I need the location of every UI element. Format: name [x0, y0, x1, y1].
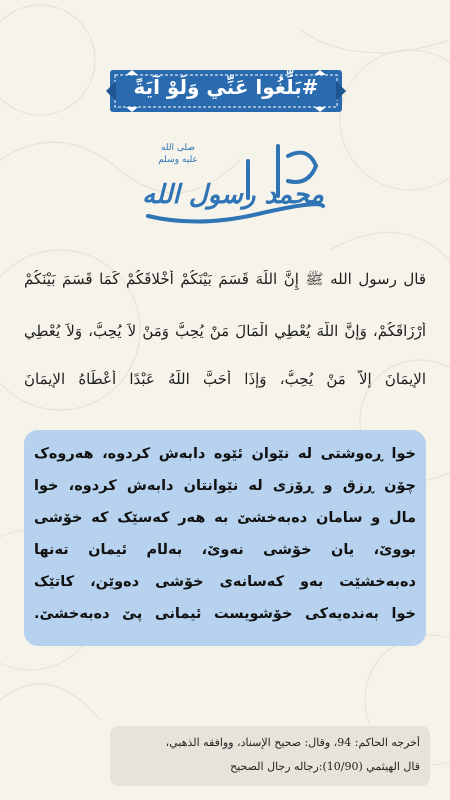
salutation: [138, 142, 218, 166]
hashtag-banner: [106, 66, 346, 116]
translation-line-3: ماڵ و سامان دەبەخشێ بە هەر کەسێک کە خۆشی: [34, 510, 416, 526]
banner-title: #بَلِّغُوا عَنِّي وَلَوْ آيَةً: [133, 75, 319, 99]
hadith-line-2: أَرْزَاقَكُمْ، وَإِنَّ اللَّهَ يُعْطِي الْمَالَ مَنْ يُحِبُّ وَمَنْ لاَ يُحِبُّ، وَلاَ يُعْطِي: [24, 322, 426, 340]
translation-card: [24, 430, 426, 646]
hadith-line-3: الإِيمَانَ إِلاَّ مَنْ يُحِبُّ، وَإِذَا أَحَبَّ اللَّهُ عَبْدًا أَعْطَاهُ الإِيمَانَ: [24, 370, 426, 388]
salutation-line-1: صلى الله: [160, 143, 196, 153]
source-box: [110, 726, 430, 786]
translation-line-5: دەبەخشێت بەو کەسانەی خۆشی دەوێن، کاتێک: [34, 574, 416, 590]
translation-line-1: خوا ڕەوشتی لە نێوان ئێوە دابەش کردوە، هەروەک: [34, 446, 416, 462]
source-line-1: أخرجه الحاكم: 94، وقال: صحيح الإسناد، ووافقه الذهبي،: [165, 736, 420, 749]
translation-line-6: خوا بەندەیەکی خۆشویست ئیمانی پێ دەبەخشێ.: [34, 606, 416, 622]
translation-line-2: چۆن ڕزق و ڕۆزی لە نێوانتان دابەش کردوە، خوا: [34, 478, 416, 494]
salutation-line-2: عليه وسلم: [158, 155, 198, 165]
hadith-line-1: قال رسول الله ﷺ إِنَّ اللَّهَ قَسَمَ بَيْنَكُمْ أَخْلاقَكُمْ كَمَا قَسَمَ بَيْنَكُمْ: [24, 270, 426, 288]
calligraphy-text: محمد رسول الله: [142, 180, 324, 210]
source-line-2: قال الهيثمي (10/90):رجاله رجال الصحيح: [230, 760, 420, 773]
translation-line-4: بووێ، یان خۆشی نەوێ، بەڵام ئیمان تەنها: [34, 542, 416, 558]
muhammad-rasulullah-calligraphy: [138, 136, 328, 226]
